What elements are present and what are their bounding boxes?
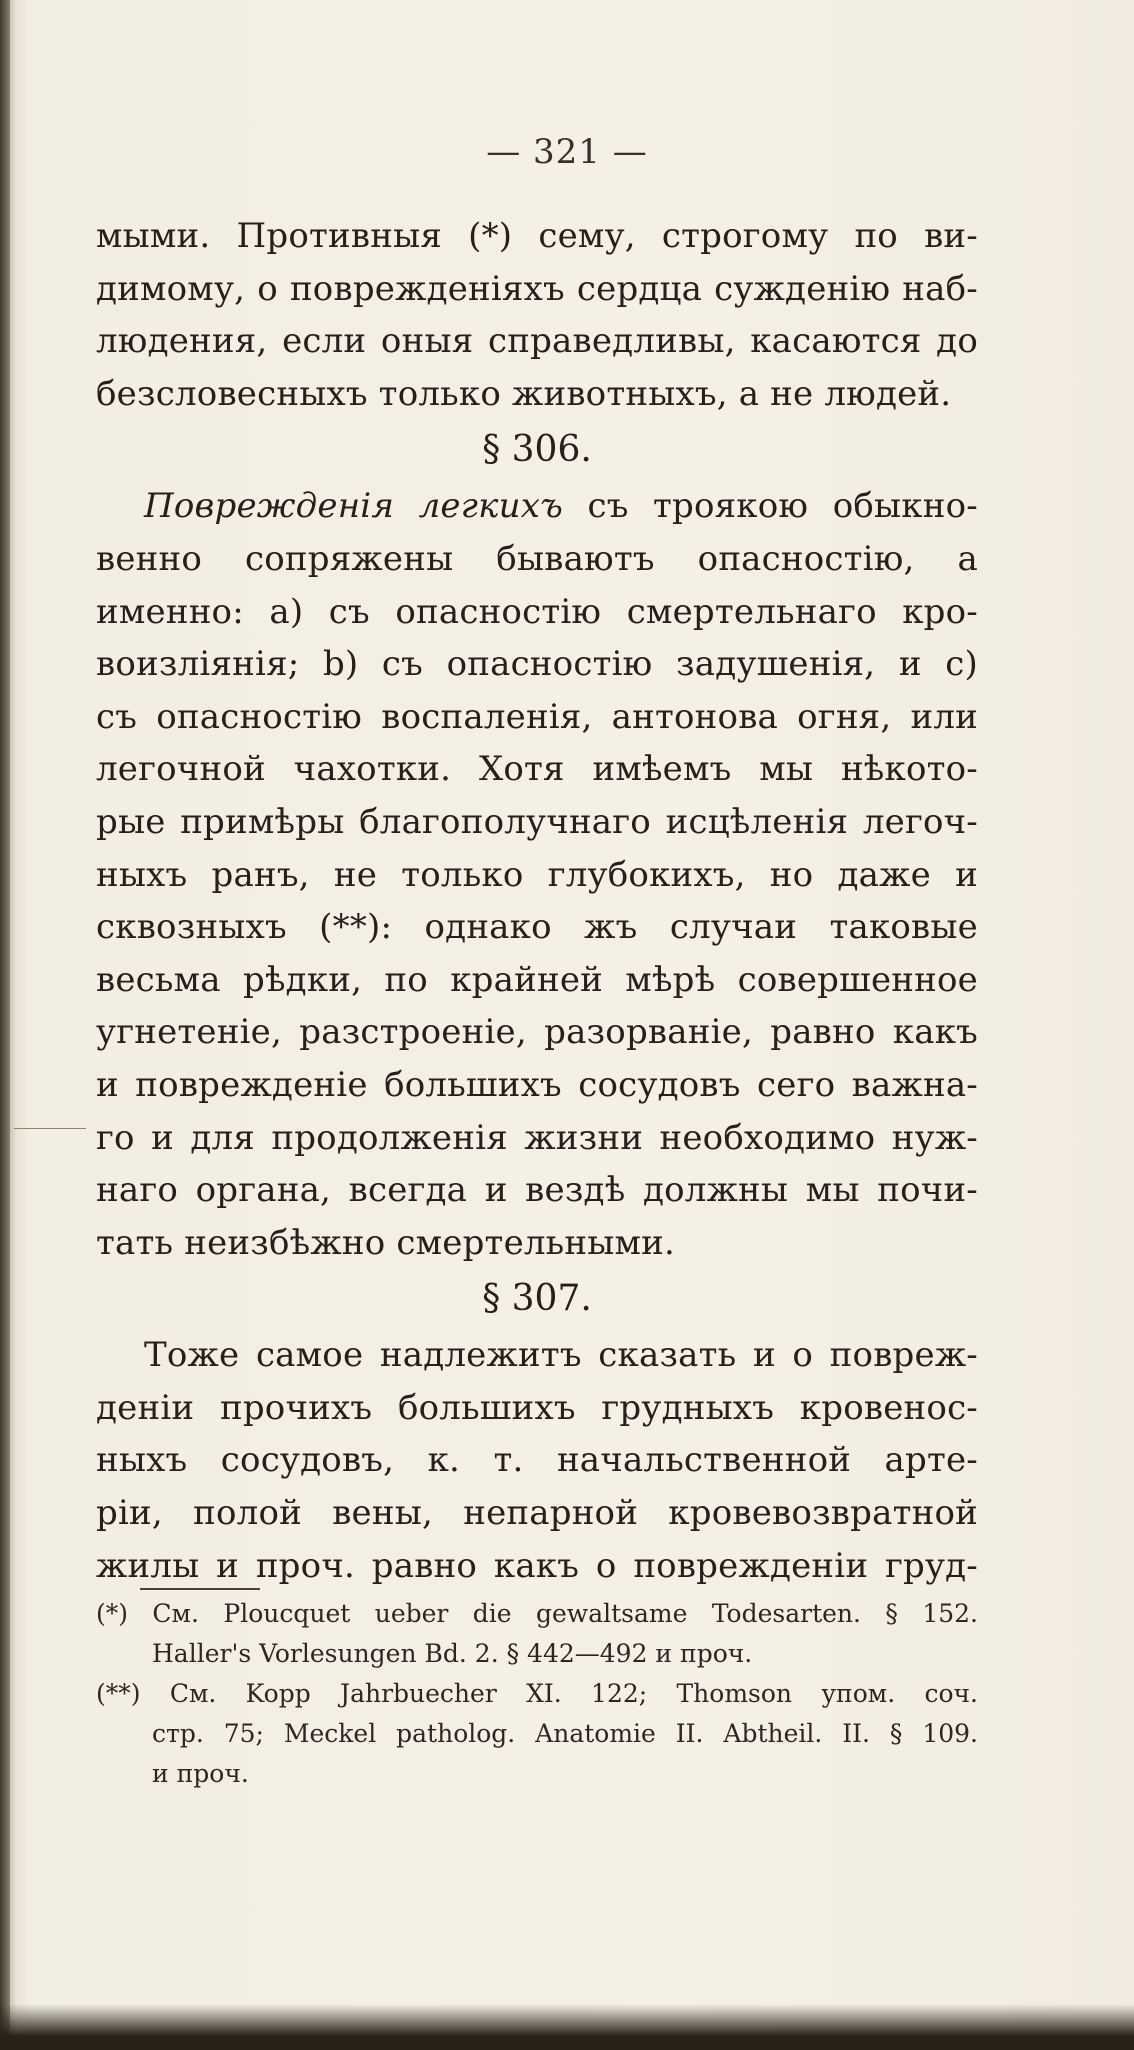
text-line: съ опасностію воспаленія, антонова огня, или (96, 696, 978, 737)
section-heading-306: § 306. (482, 429, 592, 471)
text-line (96, 480, 978, 533)
footnote-line: и проч. (152, 1759, 249, 1788)
page-number: — 321 — (486, 132, 648, 172)
text-line: воизліянія; b) съ опасностію задушенія, и c) (96, 644, 978, 685)
text-line: людения, если оныя справедливы, касаются до (96, 321, 978, 362)
text-line: ріи, полой вены, непарной кровевозвратной (96, 1493, 978, 1534)
footnote-line: (*) См. Ploucquet ueber die gewaltsame Todesarten. § 152. (96, 1599, 978, 1628)
text-line: венно сопряжены бываютъ опасностію, а (96, 538, 978, 579)
footnote-line: стр. 75; Meckel patholog. Anatomie II. Abtheil. II. § 109. (152, 1719, 978, 1748)
text-line: ныхъ ранъ, не только глубокихъ, но даже и (96, 854, 978, 895)
text-line: жилы и проч. равно какъ о поврежденіи груд- (96, 1545, 978, 1586)
footnote-line: (**) См. Kopp Jahrbuecher XI. 122; Thomson упом. соч. (96, 1679, 978, 1708)
text-line: мыми. Противныя (*) сему, строгому по ви- (96, 216, 978, 256)
text-line: весьма рѣдки, по крайней мѣрѣ совершенное (96, 959, 978, 1000)
text-line: легочной чахотки. Хотя имѣемъ мы нѣкото- (96, 749, 978, 790)
main-text (96, 210, 978, 1592)
page-gutter (0, 0, 10, 2050)
footnote-rule (140, 1588, 260, 1590)
text-line: димому, о поврежденіяхъ сердца сужденію наб- (96, 268, 978, 309)
text-line: ныхъ сосудовъ, к. т. начальственной арте- (96, 1440, 978, 1481)
margin-mark (14, 1128, 86, 1129)
footnotes (96, 1594, 978, 1794)
text-line: безсловесныхъ только животныхъ, а не людей. (96, 373, 952, 414)
text-fragment: съ троякою обыкно- (562, 486, 978, 527)
text-line: тать неизбѣжно смертельными. (96, 1222, 676, 1263)
italic-term: Поврежденія легкихъ (144, 486, 563, 527)
text-line: рые примѣры благополучнаго исцѣленія легоч- (96, 801, 978, 842)
page-bottom-edge (0, 2004, 1134, 2050)
text-line: именно: a) съ опасностію смертельнаго кро- (96, 591, 978, 632)
text-line: деніи прочихъ большихъ грудныхъ кровенос- (96, 1387, 978, 1428)
footnote-line: Haller's Vorlesungen Bd. 2. § 442—492 и проч. (152, 1639, 753, 1668)
section-heading-307: § 307. (482, 1278, 592, 1320)
text-line: сквозныхъ (**): однако жъ случаи таковые (96, 907, 978, 948)
text-line: угнетеніе, разстроеніе, разорваніе, равно какъ (96, 1012, 978, 1053)
text-line: Тоже самое надлежитъ сказать и о повреж- (144, 1335, 978, 1376)
text-line: и поврежденіе большихъ сосудовъ сего важна- (96, 1064, 978, 1105)
text-line: наго органа, всегда и вездѣ должны мы почи- (96, 1170, 978, 1211)
text-line: го и для продолженія жизни необходимо нуж- (96, 1117, 978, 1158)
